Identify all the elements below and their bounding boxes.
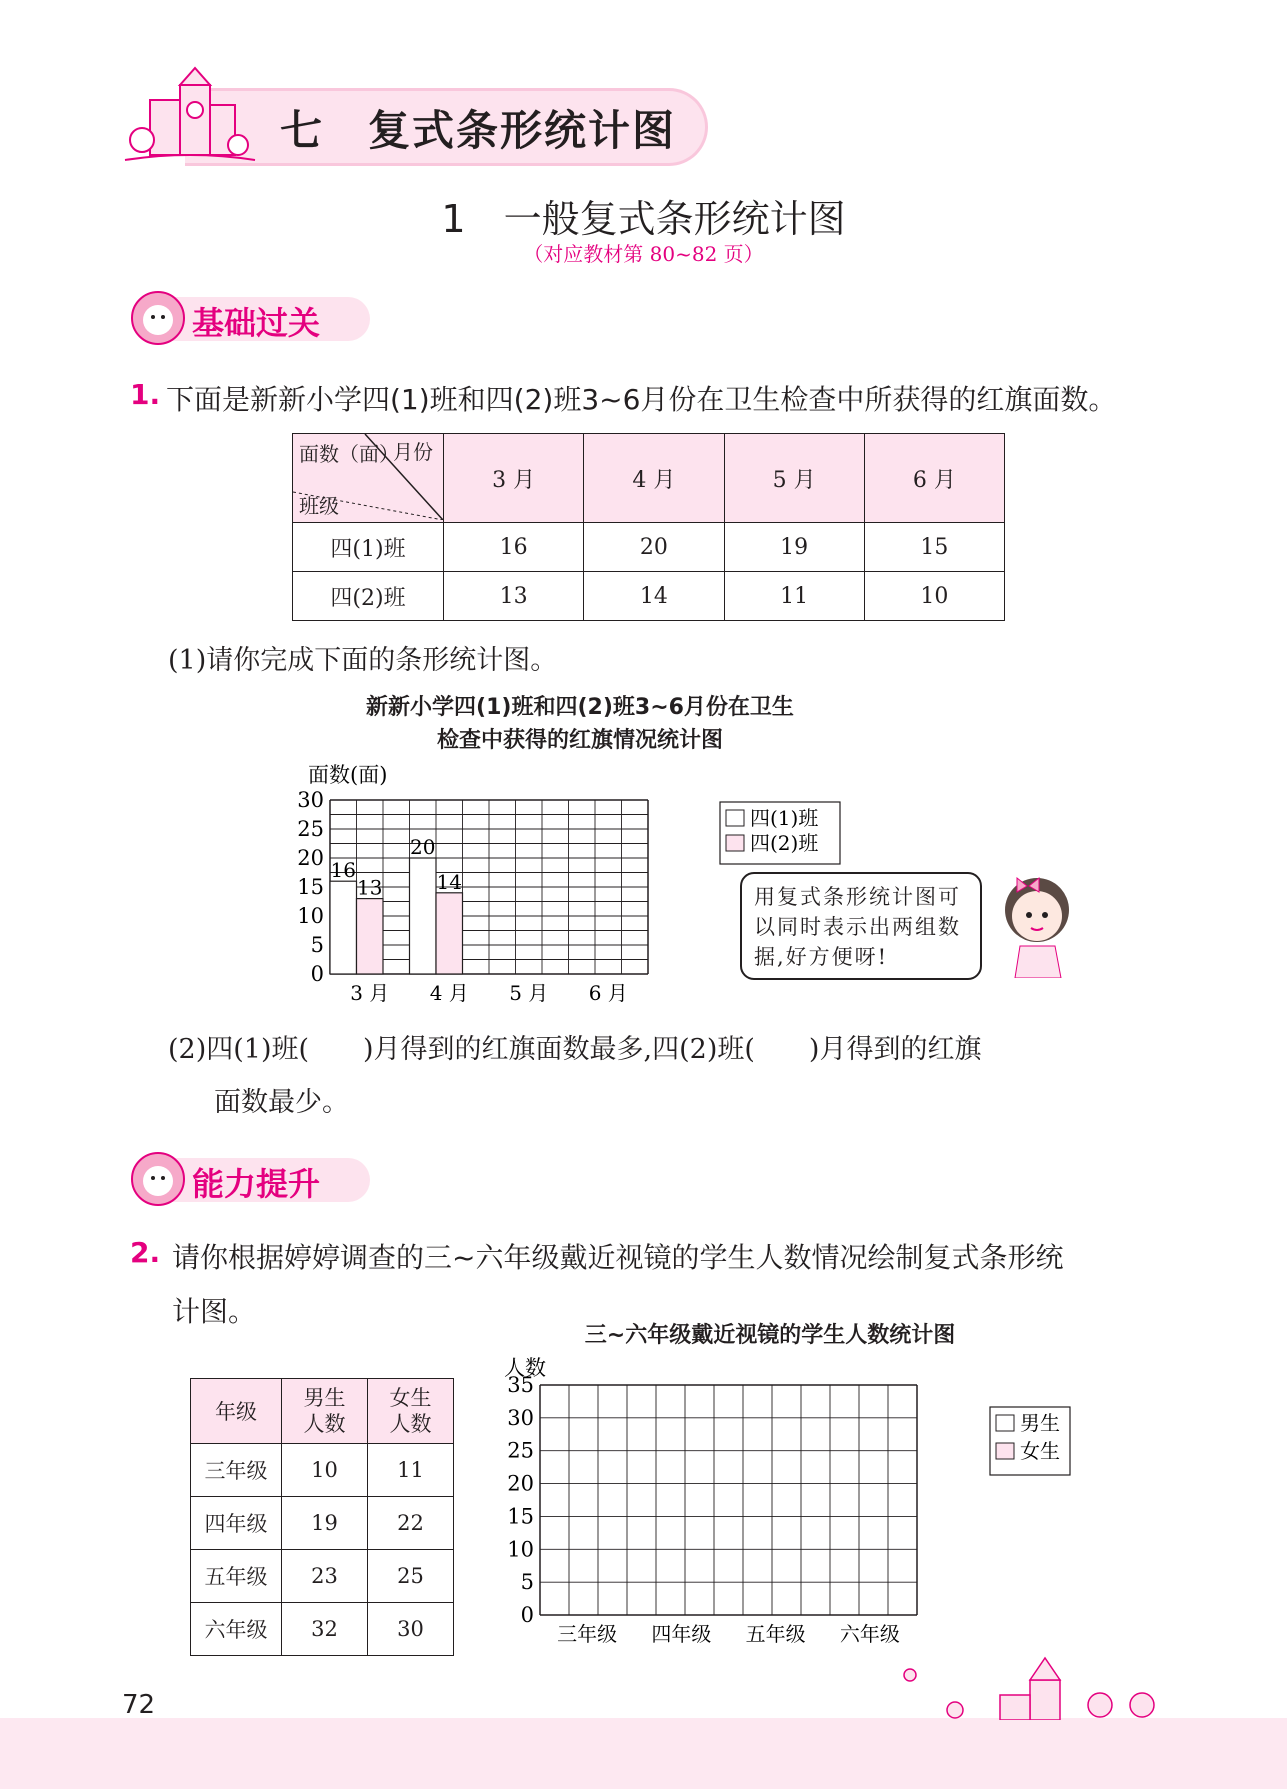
q1-month-header: 3 月 <box>444 434 584 523</box>
row-label: 五年级 <box>191 1550 282 1603</box>
table-row <box>191 1550 454 1603</box>
x-tick-label: 六年级 <box>839 1622 900 1646</box>
bar-value-label: 13 <box>357 875 383 900</box>
chart2 <box>490 1345 1100 1650</box>
y-axis-label: 面数(面) <box>308 763 388 787</box>
section-title: 1 一般复式条形统计图 <box>441 197 846 241</box>
y-tick-label: 10 <box>507 1537 534 1562</box>
q1-table-header <box>293 434 1005 523</box>
castle-icon <box>120 60 260 170</box>
speech-bubble <box>740 872 982 980</box>
table-cell: 19 <box>282 1497 368 1550</box>
bottom-band <box>0 1718 1287 1789</box>
y-tick-label: 5 <box>520 1570 534 1595</box>
bar <box>330 881 357 974</box>
tag-basic: 基础过关 <box>192 304 321 342</box>
q1-sub2-line2: 面数最少。 <box>214 1087 349 1118</box>
y-tick-label: 0 <box>520 1603 534 1627</box>
table-cell: 13 <box>444 572 584 621</box>
bar <box>357 899 384 974</box>
corner-month-label: 月份 <box>393 440 433 464</box>
table-cell: 11 <box>724 572 864 621</box>
monkey-icon <box>128 1149 188 1209</box>
q2-text-line1: 请你根据婷婷调查的三~六年级戴近视镜的学生人数情况绘制复式条形统 <box>172 1241 1064 1274</box>
row-label: 四(2)班 <box>293 572 444 621</box>
q1-sub2-line1: (2)四(1)班( )月得到的红旗面数最多,四(2)班( )月得到的红旗 <box>168 1034 982 1065</box>
bar-value-label: 16 <box>330 858 356 883</box>
q2-table <box>190 1378 454 1656</box>
chapter-title: 七 复式条形统计图 <box>280 106 677 155</box>
table-cell: 16 <box>444 523 584 572</box>
legend-label: 四(2)班 <box>750 831 819 855</box>
bubble-line: 用复式条形统计图可 <box>754 885 961 909</box>
q2-number: 2. <box>130 1236 161 1269</box>
bar-value-label: 20 <box>410 835 436 859</box>
chart1-title-line2: 检查中获得的红旗情况统计图 <box>436 728 723 753</box>
monkey-icon <box>128 288 188 348</box>
x-tick-label: 4 月 <box>429 981 469 1005</box>
bar-value-label: 14 <box>436 869 462 894</box>
table-cell: 10 <box>282 1444 368 1497</box>
corner-class-label: 班级 <box>299 494 339 518</box>
table-cell: 30 <box>368 1603 454 1656</box>
chart1-title-line1: 新新小学四(1)班和四(2)班3~6月份在卫生 <box>366 695 794 720</box>
table-cell: 20 <box>584 523 724 572</box>
table-row <box>191 1603 454 1656</box>
row-label: 四(1)班 <box>293 523 444 572</box>
table-cell: 23 <box>282 1550 368 1603</box>
grade-header: 年级 <box>191 1379 282 1444</box>
q1-month-header: 6 月 <box>864 434 1004 523</box>
y-tick-label: 10 <box>297 904 324 928</box>
table-cell: 10 <box>864 572 1004 621</box>
table-cell: 22 <box>368 1497 454 1550</box>
tag-advanced: 能力提升 <box>192 1165 321 1203</box>
y-tick-label: 5 <box>310 933 324 957</box>
y-tick-label: 15 <box>297 875 324 899</box>
y-tick-label: 15 <box>507 1504 534 1529</box>
y-tick-label: 0 <box>310 962 324 986</box>
bubble-line: 据,好方便呀! <box>754 945 889 969</box>
q1-text: 下面是新新小学四(1)班和四(2)班3~6月份在卫生检查中所获得的红旗面数。 <box>166 383 1117 416</box>
table-cell: 14 <box>584 572 724 621</box>
table-cell: 15 <box>864 523 1004 572</box>
table-cell: 32 <box>282 1603 368 1656</box>
q1-table <box>292 433 1005 621</box>
x-tick-label: 三年级 <box>557 1622 618 1646</box>
table-cell: 19 <box>724 523 864 572</box>
q2-text-line2: 计图。 <box>172 1295 257 1328</box>
girl-icon <box>995 868 1080 978</box>
q1-sub1: (1)请你完成下面的条形统计图。 <box>168 645 558 676</box>
y-tick-label: 25 <box>507 1438 534 1463</box>
section-reference: （对应教材第 80~82 页） <box>523 242 764 266</box>
legend-label: 四(1)班 <box>750 806 819 830</box>
bar <box>436 893 463 974</box>
x-tick-label: 五年级 <box>745 1622 806 1646</box>
x-tick-label: 5 月 <box>509 981 549 1005</box>
corner-count-label: 面数（面） <box>299 442 399 466</box>
town-icon <box>880 1650 1170 1720</box>
q2-table-header <box>191 1379 454 1444</box>
legend-swatch <box>726 810 744 826</box>
y-axis-label: 人数 <box>504 1356 546 1380</box>
y-tick-label: 30 <box>507 1405 534 1430</box>
table-row <box>293 523 1005 572</box>
table-cell: 25 <box>368 1550 454 1603</box>
y-tick-label: 20 <box>507 1471 534 1496</box>
boys-header: 男生人数 <box>282 1379 368 1444</box>
y-tick-label: 20 <box>297 846 324 870</box>
q1-month-header: 4 月 <box>584 434 724 523</box>
bar <box>410 858 437 974</box>
q1-table-corner <box>293 434 444 523</box>
legend-label: 男生 <box>1020 1411 1060 1435</box>
x-tick-label: 6 月 <box>588 981 628 1005</box>
y-tick-label: 30 <box>297 788 324 812</box>
table-row <box>191 1444 454 1497</box>
row-label: 四年级 <box>191 1497 282 1550</box>
legend-swatch <box>996 1443 1014 1459</box>
table-cell: 11 <box>368 1444 454 1497</box>
y-tick-label: 25 <box>297 817 324 841</box>
page-number: 72 <box>122 1690 156 1720</box>
chart2-title: 三~六年级戴近视镜的学生人数统计图 <box>584 1323 956 1348</box>
row-label: 六年级 <box>191 1603 282 1656</box>
girls-header: 女生人数 <box>368 1379 454 1444</box>
x-tick-label: 3 月 <box>350 981 390 1005</box>
y-tick-label: 35 <box>507 1373 534 1397</box>
legend-swatch <box>996 1415 1014 1431</box>
legend-label: 女生 <box>1020 1439 1060 1463</box>
q1-number: 1. <box>130 378 161 411</box>
q1-month-header: 5 月 <box>724 434 864 523</box>
x-tick-label: 四年级 <box>651 1622 712 1646</box>
bubble-line: 以同时表示出两组数 <box>754 915 961 939</box>
table-row <box>191 1497 454 1550</box>
table-row <box>293 572 1005 621</box>
legend-swatch <box>726 835 744 851</box>
row-label: 三年级 <box>191 1444 282 1497</box>
